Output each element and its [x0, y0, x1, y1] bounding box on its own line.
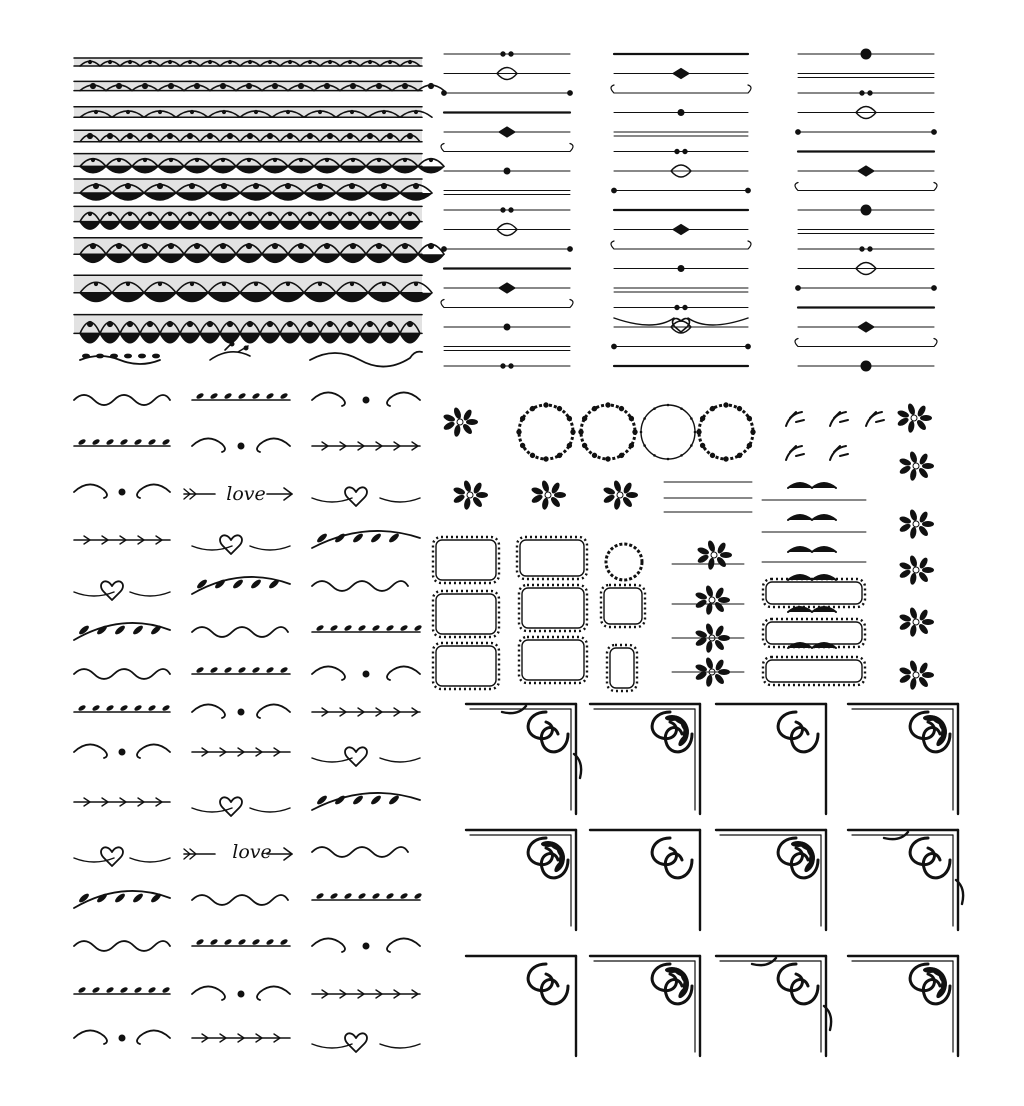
- corner-sprig: [830, 446, 848, 460]
- line-divider: [614, 149, 748, 153]
- hand-drawn-divider: [312, 624, 423, 632]
- lace-border: [74, 81, 444, 90]
- hand-drawn-divider: [312, 990, 420, 998]
- hand-drawn-divider: [74, 847, 170, 866]
- love-arrow-word: love: [226, 483, 266, 505]
- corner-ornament: [716, 956, 831, 1056]
- floral-ornament: [788, 607, 836, 612]
- floral-spray: [898, 509, 934, 540]
- label-frame: [433, 591, 499, 637]
- floral-spray: [602, 480, 638, 511]
- label-frame: [763, 619, 865, 647]
- floral-spray: [898, 607, 934, 638]
- heart-divider: [614, 318, 748, 332]
- line-divider: [798, 49, 934, 59]
- floral-ornament: [788, 483, 836, 488]
- corner-sprig: [786, 412, 804, 426]
- hand-drawn-divider: [74, 798, 170, 806]
- line-divider: [441, 300, 573, 308]
- line-divider: [444, 191, 570, 195]
- floral-spray: [452, 480, 488, 511]
- wreath: [579, 403, 637, 461]
- lace-border: [74, 107, 432, 117]
- hand-drawn-divider: [74, 536, 170, 544]
- line-divider: [798, 230, 934, 234]
- line-divider: [798, 205, 934, 215]
- hand-drawn-divider: [192, 704, 290, 718]
- line-divider: [614, 165, 748, 177]
- corner-ornament: [716, 704, 826, 814]
- hand-drawn-divider: [312, 847, 408, 857]
- line-divider: [441, 144, 573, 152]
- hand-drawn-divider: [312, 487, 420, 506]
- line-divider: [444, 324, 570, 330]
- corner-sprig: [866, 412, 884, 426]
- lace-border: [74, 315, 422, 343]
- line-divider: [798, 247, 934, 251]
- hand-drawn-divider: [74, 484, 170, 498]
- wreath: [697, 403, 755, 461]
- hand-drawn-divider: [74, 986, 171, 994]
- hand-drawn-divider: [312, 666, 420, 680]
- line-divider: [614, 225, 748, 235]
- hand-drawn-divider: [312, 442, 420, 450]
- hand-drawn-divider: [192, 895, 288, 905]
- line-divider-panel: [441, 49, 937, 371]
- line-divider: [798, 361, 934, 371]
- line-divider: [612, 188, 751, 193]
- hand-drawn-divider: [74, 669, 170, 679]
- line-divider: [614, 266, 748, 272]
- label-frame: [763, 579, 865, 607]
- label-frame: [601, 585, 645, 627]
- wreath: [640, 404, 696, 460]
- hand-drawn-divider: [312, 1033, 420, 1052]
- line-divider: [796, 286, 937, 291]
- floral-ornament: [788, 575, 836, 580]
- sprig-row: [80, 342, 422, 367]
- hand-drawn-divider: [312, 581, 408, 591]
- hand-drawn-divider: [312, 392, 420, 406]
- label-frame: [519, 585, 587, 631]
- lace-border: [74, 58, 422, 66]
- label-frame: [433, 643, 499, 689]
- corner-ornament: [848, 830, 963, 930]
- hand-drawn-divider: [192, 666, 290, 674]
- lace-border: [74, 206, 422, 229]
- line-divider: [798, 166, 934, 176]
- corner-ornament: [466, 704, 581, 814]
- floral-spray: [694, 585, 730, 616]
- line-divider: [798, 107, 934, 119]
- floral-spray: [898, 451, 934, 482]
- hand-drawn-divider: [74, 438, 171, 446]
- hand-drawn-divider: [74, 623, 170, 640]
- hand-drawn-divider: [192, 627, 288, 637]
- floral-spray: [898, 555, 934, 586]
- hand-drawn-divider: [74, 1030, 170, 1044]
- line-divider: [614, 69, 748, 79]
- label-frame: [517, 537, 587, 579]
- hand-drawn-divider: [312, 708, 420, 716]
- hand-drawn-divider: [312, 747, 420, 766]
- line-divider: [444, 52, 570, 56]
- hand-drawn-divider: [74, 581, 170, 600]
- hand-drawn-divider: [74, 395, 170, 405]
- line-divider: [442, 91, 573, 96]
- corner-ornament: [590, 830, 700, 930]
- hand-drawn-divider: [192, 577, 290, 594]
- hand-drawn-divider: [74, 891, 170, 908]
- label-frame: [519, 637, 587, 683]
- line-divider: [798, 74, 934, 78]
- line-divider: [444, 127, 570, 137]
- line-divider: [611, 85, 751, 93]
- corner-ornament: [466, 830, 576, 930]
- hand-drawn-divider: [192, 535, 290, 554]
- label-frame: [763, 657, 865, 685]
- hand-drawn-divider: [312, 793, 420, 810]
- line-divider: [796, 130, 937, 135]
- line-divider: [614, 132, 748, 136]
- line-divider: [444, 364, 570, 368]
- corner-ornament: [590, 956, 700, 1056]
- label-frame: [607, 645, 637, 691]
- corner-ornament: [848, 704, 958, 814]
- line-divider: [614, 288, 748, 292]
- corner-ornament: [716, 830, 826, 930]
- corner-ornament: [848, 956, 958, 1056]
- hand-drawn-divider: [192, 748, 290, 756]
- floral-spray: [898, 660, 934, 691]
- hand-drawn-divider: [192, 986, 290, 1000]
- hand-drawn-divider: [192, 392, 290, 400]
- floral-frame-panel: [433, 403, 934, 691]
- floral-spray: [442, 407, 478, 438]
- floral-ornament: [788, 515, 836, 520]
- wreath: [606, 544, 642, 580]
- line-divider: [444, 168, 570, 174]
- floral-ornament: [788, 547, 836, 552]
- hand-drawn-divider: [74, 941, 170, 951]
- line-divider: [444, 208, 570, 212]
- lace-border: [74, 275, 432, 301]
- line-divider: [798, 263, 934, 275]
- lace-border-panel: [74, 58, 444, 367]
- label-frame: [433, 537, 499, 583]
- hand-drawn-divider: [192, 1034, 290, 1042]
- line-divider: [444, 224, 570, 236]
- lace-border: [74, 238, 444, 263]
- line-divider: [444, 283, 570, 293]
- corner-sprig: [786, 446, 804, 460]
- line-divider: [614, 305, 748, 309]
- lace-border: [74, 130, 422, 142]
- line-divider: [795, 339, 937, 347]
- hand-drawn-divider: [312, 892, 423, 900]
- corner-ornament: [590, 704, 700, 814]
- hand-drawn-divider: [74, 744, 170, 758]
- corner-sprig: [830, 412, 848, 426]
- love-arrow-word: love: [232, 841, 272, 863]
- line-divider: [612, 344, 751, 349]
- floral-spray: [696, 540, 732, 571]
- hand-drawn-divider: [312, 531, 420, 548]
- wreath: [517, 403, 575, 461]
- line-divider: [442, 247, 573, 252]
- line-divider: [444, 68, 570, 80]
- hand-drawn-divider: [312, 938, 420, 952]
- line-divider: [798, 91, 934, 95]
- lace-border: [74, 179, 432, 200]
- line-divider: [795, 183, 937, 191]
- floral-spray: [896, 403, 932, 434]
- line-divider: [798, 322, 934, 332]
- line-divider: [614, 110, 748, 116]
- corner-ornament-panel: [466, 704, 963, 1056]
- corner-ornament: [466, 956, 576, 1056]
- floral-spray: [530, 480, 566, 511]
- hand-drawn-divider: [192, 938, 290, 946]
- line-divider: [611, 241, 751, 249]
- hand-drawn-divider: [74, 704, 171, 712]
- hand-drawn-divider: [192, 438, 290, 452]
- line-divider: [444, 347, 570, 351]
- hand-drawn-divider: [192, 797, 290, 816]
- lace-border: [74, 154, 444, 173]
